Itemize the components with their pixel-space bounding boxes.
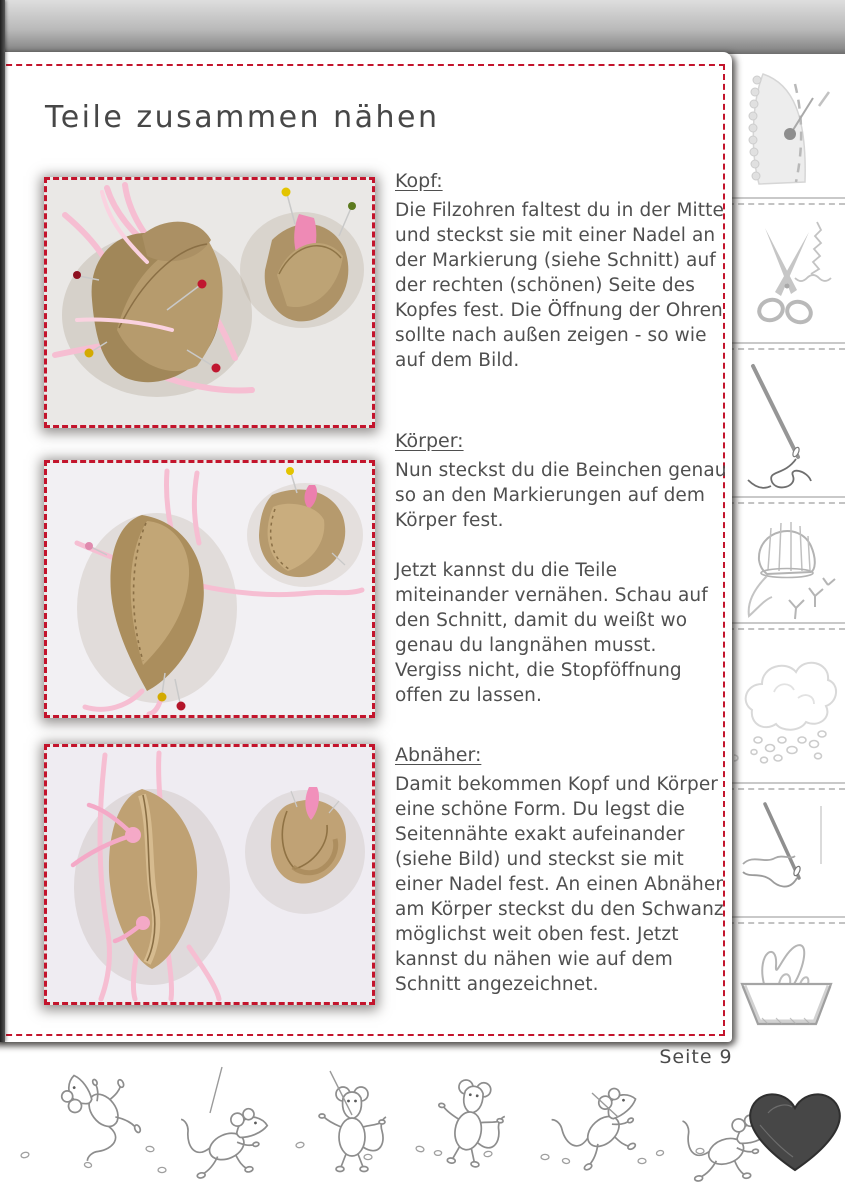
- section-abnaeher: [395, 744, 729, 1022]
- needle-and-thread-icon: [728, 358, 845, 496]
- pinned-body-with-yarn-legs-photo: [44, 460, 375, 718]
- yarn-basket-icon: [728, 932, 845, 1040]
- section-koerper: [395, 430, 729, 733]
- tumbling-mouse-sketch: [52, 1058, 146, 1161]
- background-top-band: [0, 0, 845, 54]
- page-number-label: Seite 9: [659, 1046, 733, 1068]
- fabric-edge-with-pin-icon: [728, 68, 845, 196]
- section-heading-kopf: Kopf:: [395, 170, 443, 192]
- section-text-koerper-1: Nun steckst du die Beinchen genau so an den Markierungen auf dem Körper fest.: [395, 460, 727, 531]
- sidebar-divider: [728, 782, 845, 794]
- sidebar-divider: [728, 197, 845, 209]
- section-text-koerper-2: Jetzt kannst du die Teile miteinander vernähen. Schau auf den Schnitt, damit du weißt wo genau du langnähen musst. Vergiss nicht, die Stopföffnung offen zu lassen.: [395, 560, 708, 706]
- scissors-icon: [728, 216, 845, 338]
- sidebar-divider: [728, 342, 845, 354]
- leaping-mouse-sketch: [552, 1078, 657, 1176]
- section-text-abnaeher: Damit bekommen Kopf und Körper eine schöne Form. Du legst die Seitennähte exakt aufeinander (siehe Bild) und steckst sie mit einer Nadel fest. An einen Abnäher am Körper steckst du den Schwanz möglichst weit oben fest. Jetzt kannst du nähen wie auf dem Schnitt angezeichnet.: [395, 774, 724, 995]
- darts-pinned-pieces-photo: [44, 744, 375, 1005]
- sidebar-sketch-column: [728, 54, 845, 1040]
- thimble-and-stitches-icon: [728, 512, 845, 624]
- section-heading-koerper: Körper:: [395, 430, 464, 452]
- twirling-mouse-sketch: [430, 1076, 509, 1170]
- dancing-mice-footer-illustration: [0, 1053, 845, 1200]
- pinned-head-with-felt-ears-photo: [44, 177, 375, 428]
- page-title: Teile zusammen nähen: [45, 100, 440, 135]
- page-left-edge-shadow: [0, 0, 5, 1042]
- stuffing-wool-icon: [728, 640, 845, 780]
- sidebar-divider: [728, 622, 845, 634]
- section-heading-abnaeher: Abnäher:: [395, 744, 482, 766]
- sidebar-divider: [728, 916, 845, 928]
- sidebar-divider: [728, 496, 845, 508]
- sewing-needle-icon: [728, 798, 845, 914]
- stretching-mouse-sketch: [181, 1102, 276, 1183]
- section-kopf: [395, 170, 729, 398]
- heart-sketch: [750, 1094, 840, 1170]
- section-text-kopf: Die Filzohren faltest du in der Mitte und steckst sie mit einer Nadel an der Markierung (siehe Schnitt) auf der rechten (schönen) Seite des Kopfes fest. Die Öffnung der Ohren sollte nach außen zeigen - so wie auf dem Bild.: [395, 200, 724, 371]
- dancing-mouse-sketch: [319, 1087, 386, 1172]
